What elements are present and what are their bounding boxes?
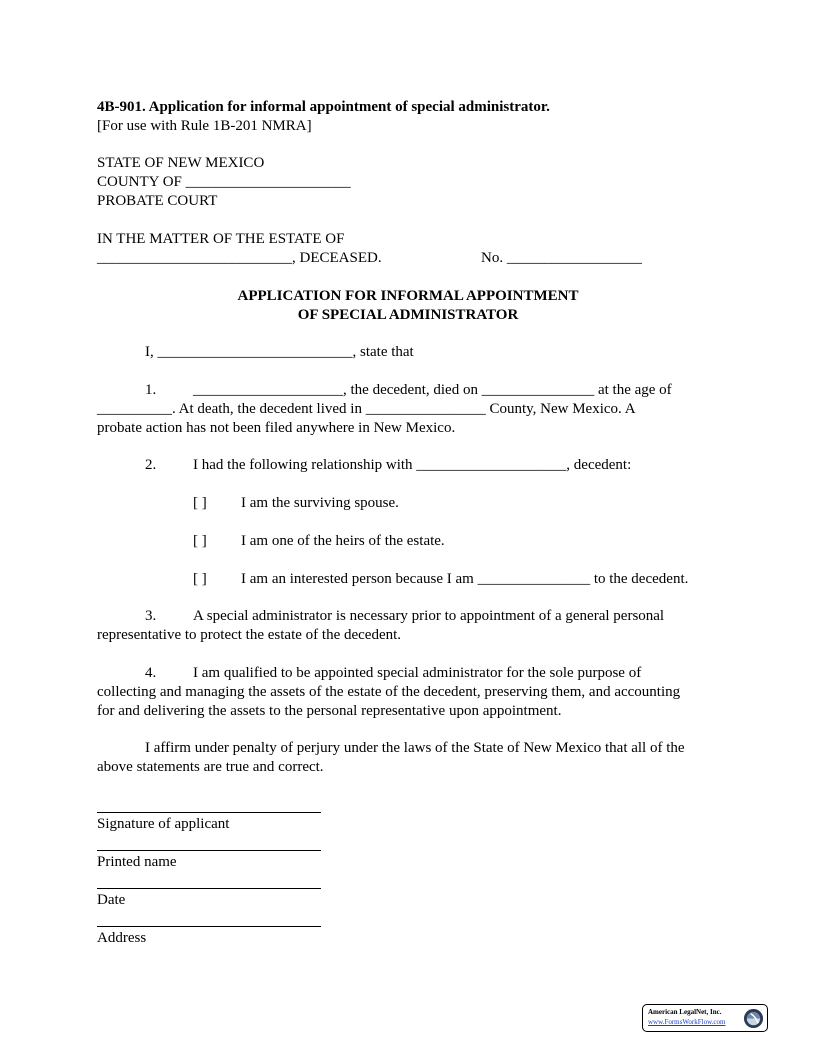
county-field: COUNTY OF ______________________ (97, 174, 351, 190)
para2-line1: I had the following relationship with ____________________, decedent: (193, 457, 632, 473)
globe-logo-icon (743, 1008, 764, 1029)
court-name: PROBATE COURT (97, 193, 218, 209)
para1-line2: __________. At death, the decedent lived in ________________ County, New Mexico. A (97, 401, 636, 417)
badge-company: American LegalNet, Inc. (648, 1008, 722, 1016)
checkbox-heir[interactable]: [ ] (193, 533, 207, 549)
signature-line[interactable] (97, 812, 321, 813)
date-label: Date (97, 892, 126, 908)
document-title-line1: APPLICATION FOR INFORMAL APPOINTMENT (237, 288, 579, 304)
document-title-line2: OF SPECIAL ADMINISTRATOR (297, 307, 519, 323)
para1-line3: probate action has not been filed anywhere in New Mexico. (97, 420, 456, 436)
option-interested-person-label: I am an interested person because I am _______________ to the decedent. (241, 571, 689, 587)
para1-line1: ____________________, the decedent, died on _______________ at the age of (193, 382, 672, 398)
para3-line1: A special administrator is necessary prior to appointment of a general personal (193, 608, 665, 624)
deceased-name-field: __________________________, DECEASED. (97, 250, 382, 266)
american-legalnet-badge[interactable] (642, 1004, 768, 1032)
para1-number: 1. (145, 382, 157, 398)
checkbox-spouse[interactable]: [ ] (193, 495, 207, 511)
option-heir-label: I am one of the heirs of the estate. (241, 533, 445, 549)
rule-note: [For use with Rule 1B-201 NMRA] (97, 118, 312, 134)
para2-number: 2. (145, 457, 157, 473)
address-line[interactable] (97, 926, 321, 927)
case-number-field: No. __________________ (481, 250, 642, 266)
form-number-title: 4B-901. Application for informal appointment of special administrator. (97, 99, 550, 115)
para4-line1: I am qualified to be appointed special administrator for the sole purpose of (193, 665, 642, 681)
option-spouse-label: I am the surviving spouse. (241, 495, 399, 511)
estate-matter-line: IN THE MATTER OF THE ESTATE OF (97, 231, 345, 247)
state-line: STATE OF NEW MEXICO (97, 155, 265, 171)
date-line[interactable] (97, 888, 321, 889)
signature-label: Signature of applicant (97, 816, 230, 832)
checkbox-interested-person[interactable]: [ ] (193, 571, 207, 587)
para4-line2: collecting and managing the assets of the estate of the decedent, preserving them, and accounting (97, 684, 681, 700)
printed-name-label: Printed name (97, 854, 177, 870)
para3-line2: representative to protect the estate of the decedent. (97, 627, 402, 643)
applicant-intro: I, __________________________, state that (145, 344, 414, 360)
para4-line3: for and delivering the assets to the personal representative upon appointment. (97, 703, 562, 719)
badge-url-link[interactable]: www.FormsWorkFlow.com (648, 1018, 726, 1026)
address-label: Address (97, 930, 147, 946)
affirmation-line1: I affirm under penalty of perjury under the laws of the State of New Mexico that all of the (145, 740, 685, 756)
para4-number: 4. (145, 665, 157, 681)
affirmation-line2: above statements are true and correct. (97, 759, 324, 775)
printed-name-line[interactable] (97, 850, 321, 851)
para3-number: 3. (145, 608, 157, 624)
